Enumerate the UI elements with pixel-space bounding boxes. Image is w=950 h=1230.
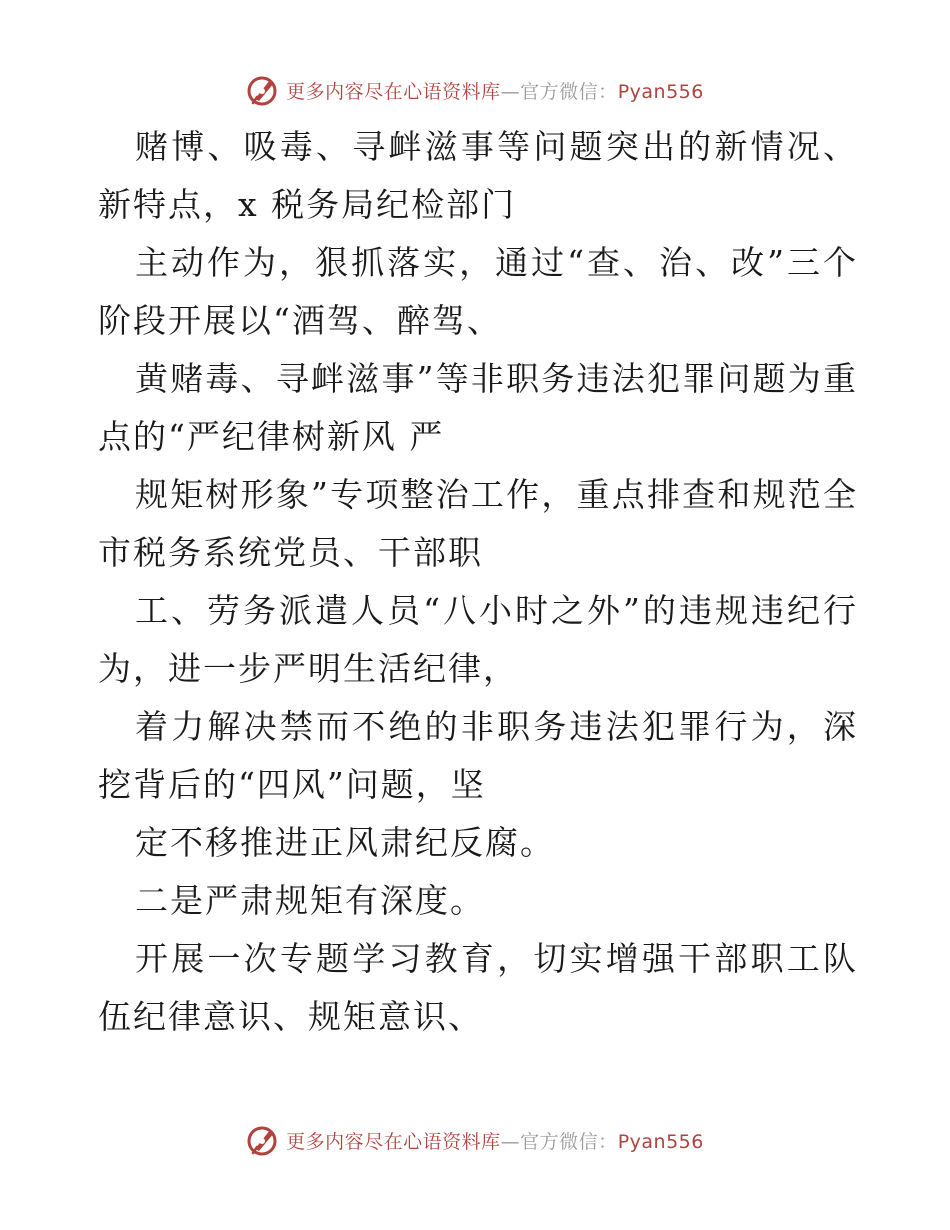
banner-wechat-label: 官方微信： [520,1130,618,1153]
banner-text [286,77,704,104]
paragraph: 赌博、吸毒、寻衅滋事等问题突出的新情况、新特点，x 税务局纪检部门 [98,127,858,224]
paragraph: 开展一次专题学习教育，切实增强干部职工队伍纪律意识、规矩意识、 [98,939,858,1036]
paragraph: 主动作为，狠抓落实，通过“查、治、改”三个阶段开展以“酒驾、醉驾、 [98,243,858,340]
paragraph: 黄赌毒、寻衅滋事”等非职务违法犯罪问题为重点的“严纪律树新风 严 [98,359,858,456]
banner-separator: — [500,1130,521,1153]
paragraph: 规矩树形象”专项整治工作，重点排查和规范全市税务系统党员、干部职 [98,475,858,572]
banner-wechat-id: Pyan556 [617,80,704,103]
paragraph: 工、劳务派遣人员“八小时之外”的违规违纪行为，进一步严明生活纪律， [98,591,858,688]
paragraph: 着力解决禁而不绝的非职务违法犯罪行为，深挖背后的“四风”问题，坚 [98,707,858,804]
quill-pen-logo-icon [246,73,280,107]
banner-wechat-id: Pyan556 [617,1130,704,1153]
header-banner [0,70,950,110]
paragraph: 定不移推进正风肃纪反腐。 [135,823,555,862]
banner-main: 更多内容尽在心语资料库 [286,1130,501,1153]
banner-separator: — [500,80,521,103]
footer-banner [0,1120,950,1160]
quill-pen-logo-icon [246,1123,280,1157]
document-body [98,118,858,1046]
banner-text [286,1127,704,1154]
banner-wechat-label: 官方微信： [520,80,618,103]
paragraph: 二是严肃规矩有深度。 [135,881,485,920]
banner-main: 更多内容尽在心语资料库 [286,80,501,103]
